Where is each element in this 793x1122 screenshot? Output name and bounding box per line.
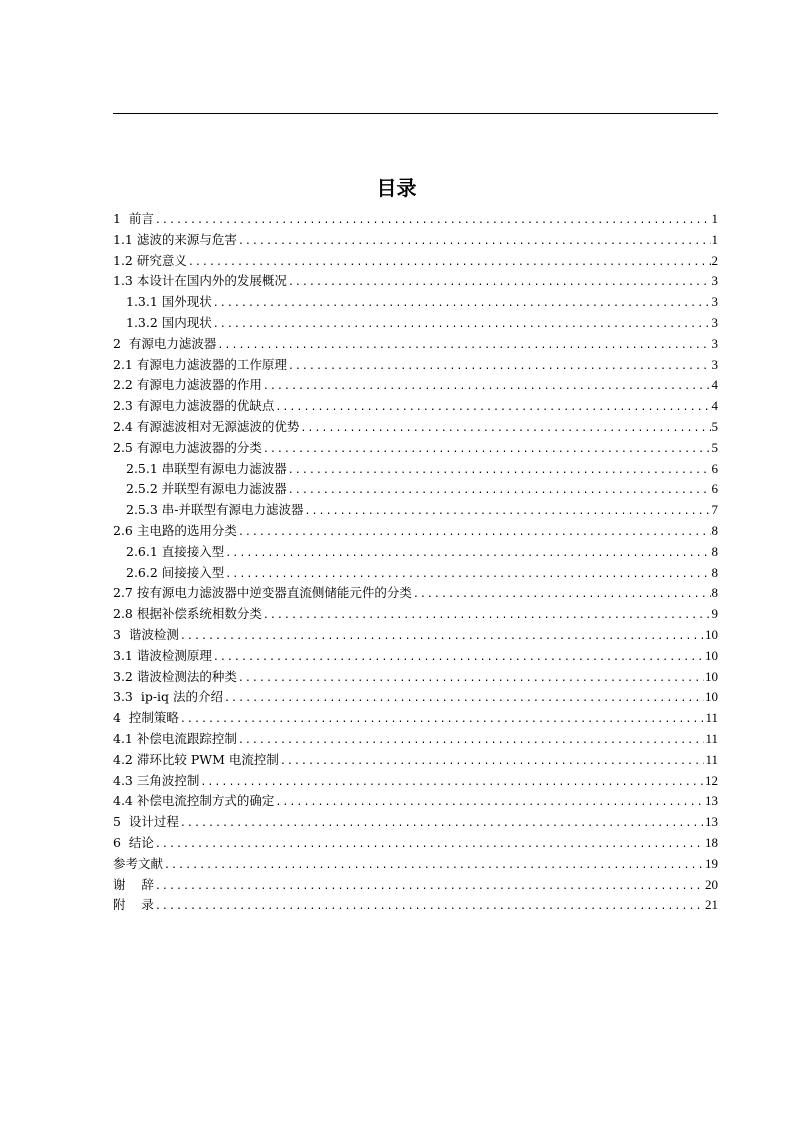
toc-entry-page-number: 10 xyxy=(705,626,718,642)
toc-entry-page-number: 3 xyxy=(711,314,718,330)
toc-entry[interactable] xyxy=(113,750,718,771)
toc-entry-page-number: 1 xyxy=(711,231,718,247)
toc-entry-label: 3.2 谐波检测法的种类 xyxy=(113,668,237,684)
toc-entry[interactable] xyxy=(113,313,718,334)
toc-entry[interactable] xyxy=(113,375,718,396)
toc-entry-label: 4.4 补偿电流控制方式的确定 xyxy=(113,793,275,809)
toc-dot-leader xyxy=(238,669,704,690)
toc-entry-label: 1.3 本设计在国内外的发展概况 xyxy=(113,273,287,289)
toc-entry-page-number: 6 xyxy=(711,460,718,476)
toc-entry-label: 4.3 三角波控制 xyxy=(113,772,200,788)
toc-entry-page-number: 11 xyxy=(705,710,718,726)
toc-entry-page-number: 19 xyxy=(705,855,718,871)
toc-dot-leader xyxy=(217,336,710,357)
toc-entry[interactable] xyxy=(113,334,718,355)
toc-entry[interactable] xyxy=(113,251,718,272)
toc-dot-leader xyxy=(180,627,704,648)
toc-entry-page-number: 13 xyxy=(705,793,718,809)
toc-dot-leader xyxy=(238,731,705,752)
toc-entry-page-number: 8 xyxy=(711,564,718,580)
toc-dot-leader xyxy=(275,398,710,419)
table-of-contents xyxy=(113,209,718,916)
toc-entry-label: 参考文献 xyxy=(113,855,164,871)
toc-entry-page-number: 8 xyxy=(711,585,718,601)
toc-entry-page-number: 5 xyxy=(711,439,718,455)
toc-dot-leader xyxy=(180,814,704,835)
toc-entry[interactable] xyxy=(113,542,718,563)
toc-entry-page-number: 9 xyxy=(711,606,718,622)
toc-entry-label: 4.2 滞环比较 PWM 电流控制 xyxy=(113,751,279,767)
toc-entry[interactable] xyxy=(113,729,718,750)
toc-entry-page-number: 10 xyxy=(705,668,718,684)
toc-entry-label: 2.5.3 串-并联型有源电力滤波器 xyxy=(126,502,304,518)
toc-entry-label: 3 谐波检测 xyxy=(113,626,179,642)
toc-entry-label: 1.3.1 国外现状 xyxy=(126,294,212,310)
toc-entry-label: 3.1 谐波检测原理 xyxy=(113,647,212,663)
toc-entry-page-number: 20 xyxy=(705,876,718,892)
toc-entry[interactable] xyxy=(113,875,718,896)
toc-entry-label: 2.6.1 直接接入型 xyxy=(126,543,225,559)
toc-entry-page-number: 10 xyxy=(705,689,718,705)
toc-dot-leader xyxy=(155,897,704,918)
toc-entry-page-number: 3 xyxy=(711,356,718,372)
toc-entry-page-number: 13 xyxy=(705,814,718,830)
toc-entry-label: 3.3 ip-iq 法的介绍 xyxy=(113,689,224,705)
toc-entry[interactable] xyxy=(113,687,718,708)
toc-entry-label: 4.1 补偿电流跟踪控制 xyxy=(113,730,237,746)
toc-dot-leader xyxy=(238,232,711,253)
toc-entry[interactable] xyxy=(113,833,718,854)
toc-entry-label: 6 结论 xyxy=(113,834,154,850)
toc-entry-page-number: 11 xyxy=(705,730,718,746)
toc-entry-page-number: 18 xyxy=(705,834,718,850)
toc-dot-leader xyxy=(180,710,705,731)
toc-entry[interactable] xyxy=(113,271,718,292)
toc-entry-page-number: 4 xyxy=(711,377,718,393)
toc-entry-label: 2.5.2 并联型有源电力滤波器 xyxy=(126,481,287,497)
toc-dot-leader xyxy=(263,440,711,461)
toc-dot-leader xyxy=(263,606,711,627)
toc-entry[interactable] xyxy=(113,459,718,480)
toc-entry-label: 2.3 有源电力滤波器的优缺点 xyxy=(113,398,275,414)
toc-entry[interactable] xyxy=(113,583,718,604)
toc-entry[interactable] xyxy=(113,791,718,812)
toc-dot-leader xyxy=(155,877,704,898)
toc-dot-leader xyxy=(288,357,711,378)
toc-entry[interactable] xyxy=(113,771,718,792)
toc-dot-leader xyxy=(305,502,711,523)
toc-entry[interactable] xyxy=(113,521,718,542)
toc-entry[interactable] xyxy=(113,396,718,417)
toc-dot-leader xyxy=(288,461,711,482)
toc-dot-leader xyxy=(225,544,710,565)
toc-entry[interactable] xyxy=(113,625,718,646)
toc-dot-leader xyxy=(275,793,704,814)
toc-entry[interactable] xyxy=(113,895,718,916)
toc-dot-leader xyxy=(155,835,704,856)
toc-dot-leader xyxy=(288,481,711,502)
toc-dot-leader xyxy=(213,648,704,669)
toc-entry[interactable] xyxy=(113,479,718,500)
toc-entry-page-number: 2 xyxy=(711,252,718,268)
toc-dot-leader xyxy=(213,294,711,315)
toc-entry-label: 附 录 xyxy=(113,897,154,913)
toc-dot-leader xyxy=(225,565,710,586)
toc-entry-page-number: 3 xyxy=(711,294,718,310)
toc-entry[interactable] xyxy=(113,854,718,875)
toc-entry-label: 2 有源电力滤波器 xyxy=(113,335,217,351)
toc-entry[interactable] xyxy=(113,646,718,667)
toc-entry-page-number: 21 xyxy=(705,897,718,913)
toc-entry-label: 1 前言 xyxy=(113,211,154,226)
toc-entry-label: 2.5 有源电力滤波器的分类 xyxy=(113,439,262,455)
toc-dot-leader xyxy=(288,273,711,294)
toc-dot-leader xyxy=(188,253,711,274)
toc-dot-leader xyxy=(155,211,711,232)
toc-entry-label: 1.1 滤波的来源与危害 xyxy=(113,231,237,247)
toc-entry-page-number: 10 xyxy=(705,647,718,663)
toc-entry-page-number: 8 xyxy=(711,522,718,538)
toc-entry[interactable] xyxy=(113,292,718,313)
toc-dot-leader xyxy=(224,689,704,710)
toc-dot-leader xyxy=(280,752,705,773)
toc-entry-label: 2.6 主电路的选用分类 xyxy=(113,522,237,538)
toc-dot-leader xyxy=(164,856,704,877)
toc-entry[interactable] xyxy=(113,667,718,688)
toc-dot-leader xyxy=(213,315,711,336)
page-title: 目录 xyxy=(376,176,417,200)
toc-entry-page-number: 8 xyxy=(711,543,718,559)
toc-entry-page-number: 3 xyxy=(711,335,718,351)
toc-entry[interactable] xyxy=(113,500,718,521)
toc-dot-leader xyxy=(238,523,711,544)
toc-dot-leader xyxy=(300,419,710,440)
toc-entry[interactable] xyxy=(113,604,718,625)
toc-entry-label: 1.2 研究意义 xyxy=(113,252,187,268)
toc-entry-label: 2.8 根据补偿系统相数分类 xyxy=(113,606,262,622)
toc-entry-label: 1.3.2 国内现状 xyxy=(126,314,212,330)
toc-entry-page-number: 7 xyxy=(711,502,718,518)
toc-entry-page-number: 4 xyxy=(711,398,718,414)
toc-dot-leader xyxy=(200,773,704,794)
toc-entry-page-number: 1 xyxy=(711,211,718,226)
toc-entry-label: 2.6.2 间接接入型 xyxy=(126,564,225,580)
toc-dot-leader xyxy=(413,585,711,606)
toc-entry[interactable] xyxy=(113,438,718,459)
toc-entry-label: 5 设计过程 xyxy=(113,814,179,830)
toc-entry[interactable] xyxy=(113,708,718,729)
toc-entry[interactable] xyxy=(113,417,718,438)
toc-entry-page-number: 6 xyxy=(711,481,718,497)
toc-entry[interactable] xyxy=(113,563,718,584)
toc-entry-label: 2.7 按有源电力滤波器中逆变器直流侧储能元件的分类 xyxy=(113,585,412,601)
toc-entry-page-number: 11 xyxy=(705,751,718,767)
toc-entry-label: 2.2 有源电力滤波器的作用 xyxy=(113,377,262,393)
header-rule xyxy=(113,113,718,114)
toc-entry-label: 2.5.1 串联型有源电力滤波器 xyxy=(126,460,287,476)
toc-entry-label: 2.1 有源电力滤波器的工作原理 xyxy=(113,356,287,372)
toc-entry[interactable] xyxy=(113,355,718,376)
toc-entry-label: 4 控制策略 xyxy=(113,710,179,726)
toc-entry-page-number: 3 xyxy=(711,273,718,289)
toc-dot-leader xyxy=(263,377,711,398)
toc-entry-page-number: 5 xyxy=(711,418,718,434)
toc-entry-label: 2.4 有源滤波相对无源滤波的优势 xyxy=(113,418,300,434)
toc-entry[interactable] xyxy=(113,230,718,251)
toc-entry[interactable] xyxy=(113,812,718,833)
toc-entry-label: 谢 辞 xyxy=(113,876,154,892)
toc-entry[interactable] xyxy=(113,209,718,230)
toc-entry-page-number: 12 xyxy=(705,772,718,788)
